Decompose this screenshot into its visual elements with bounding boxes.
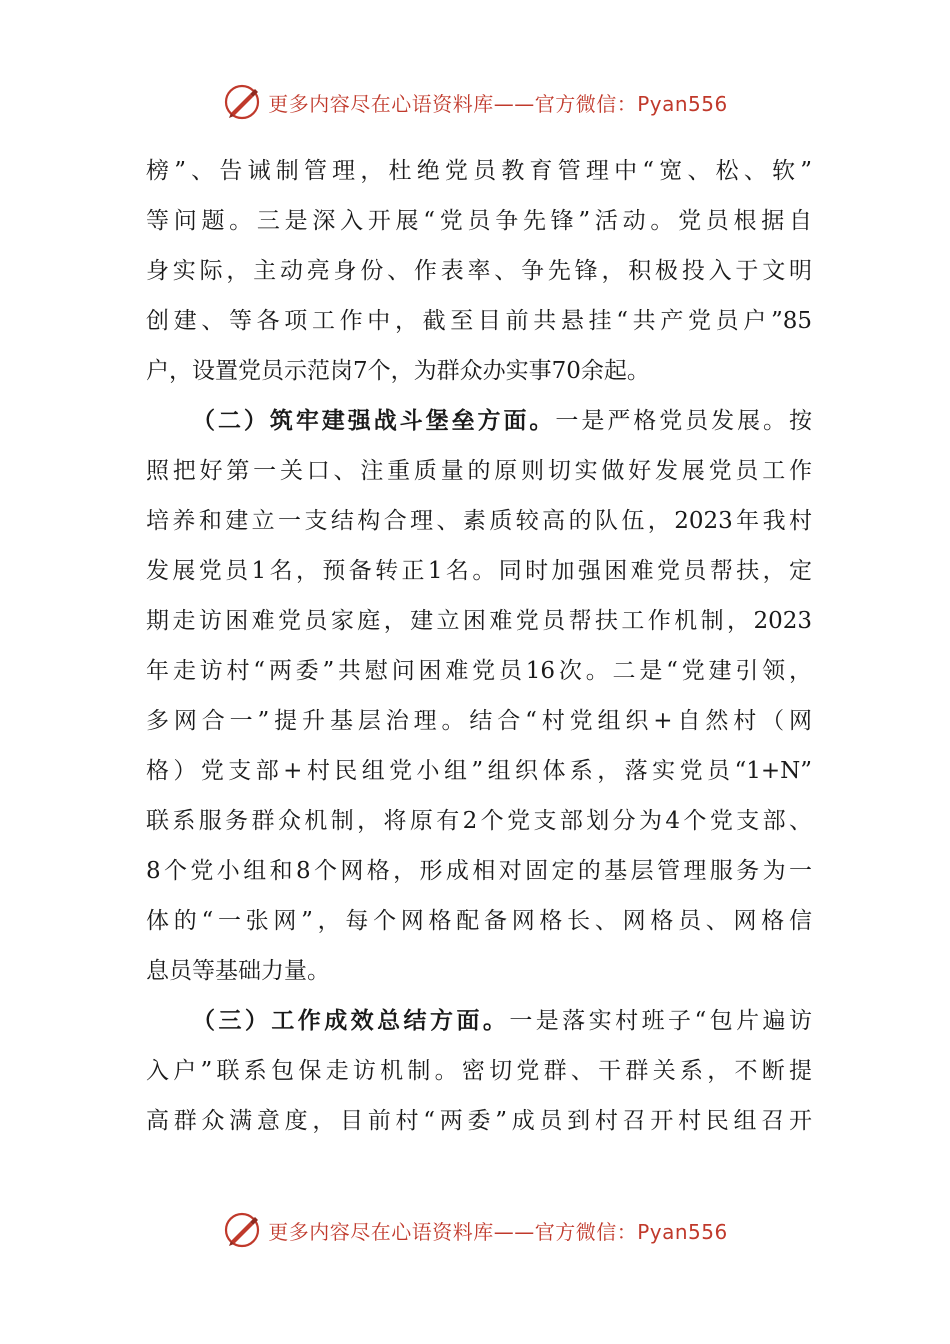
section-3-paragraph-start	[146, 996, 812, 1046]
watermark-text: 更多内容尽在心语资料库——官方微信：Pyan556	[268, 1219, 728, 1244]
body-line-5: 户，设置党员示范岗7个，为群众办实事70余起。	[146, 358, 650, 384]
section-2-heading: （二）筑牢建强战斗堡垒方面。	[192, 407, 556, 434]
body-line-12: 多网合一”提升基层治理。结合“村党组织+自然村（网	[146, 708, 812, 734]
pen-logo-icon	[222, 1210, 262, 1250]
body-line-13: 格）党支部+村民组党小组”组织体系，落实党员“1+N”	[146, 758, 812, 784]
body-line-14: 联系服务群众机制，将原有2个党支部划分为4个党支部、	[146, 808, 812, 834]
body-line-16: 体的“一张网”，每个网格配备网格长、网格员、网格信	[146, 908, 812, 934]
pen-logo-icon	[222, 82, 262, 122]
body-line-11: 年走访村“两委”共慰问困难党员16次。二是“党建引领，	[146, 658, 812, 684]
body-line-17: 息员等基础力量。	[146, 958, 330, 984]
header-watermark	[0, 80, 950, 124]
body-line-10: 期走访困难党员家庭，建立困难党员帮扶工作机制，2023	[146, 608, 812, 634]
section-2-paragraph-start	[146, 396, 812, 446]
body-line-20: 高群众满意度，目前村“两委”成员到村召开村民组召开	[146, 1108, 812, 1134]
footer-watermark	[0, 1208, 950, 1252]
body-line-15: 8个党小组和8个网格，形成相对固定的基层管理服务为一	[146, 858, 812, 884]
document-body	[146, 146, 812, 1146]
body-line-18: 一是落实村班子“包片遍访	[509, 1008, 812, 1034]
body-line-1: 榜”、告诫制管理，杜绝党员教育管理中“宽、松、软”	[146, 158, 812, 184]
body-line-19: 入户”联系包保走访机制。密切党群、干群关系，不断提	[146, 1058, 812, 1084]
body-line-6: 一是严格党员发展。按	[555, 408, 812, 434]
body-line-7: 照把好第一关口、注重质量的原则切实做好发展党员工作	[146, 458, 812, 484]
body-line-3: 身实际，主动亮身份、作表率、争先锋，积极投入于文明	[146, 258, 812, 284]
body-line-8: 培养和建立一支结构合理、素质较高的队伍，2023年我村	[146, 508, 812, 534]
section-3-heading: （三）工作成效总结方面。	[192, 1007, 510, 1034]
body-line-9: 发展党员1名，预备转正1名。同时加强困难党员帮扶，定	[146, 558, 812, 584]
watermark-text: 更多内容尽在心语资料库——官方微信：Pyan556	[268, 91, 728, 116]
body-line-4: 创建、等各项工作中，截至目前共悬挂“共产党员户”85	[146, 308, 812, 334]
body-line-2: 等问题。三是深入开展“党员争先锋”活动。党员根据自	[146, 208, 812, 234]
